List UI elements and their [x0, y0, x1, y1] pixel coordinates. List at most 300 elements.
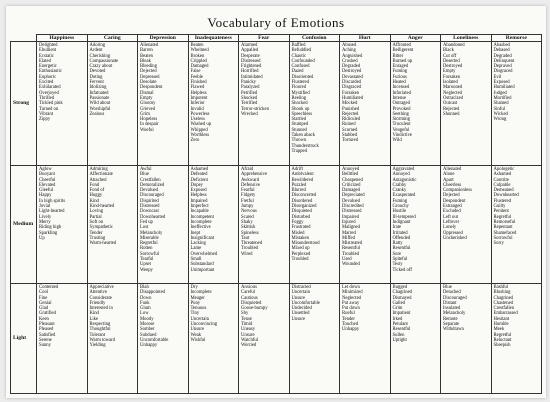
emotion-word: Foggy — [291, 219, 304, 225]
emotion-word: Devalued — [342, 198, 360, 204]
emotion-word: Resentful — [392, 327, 411, 333]
word-list — [443, 167, 489, 241]
emotion-word: Aggravated — [392, 167, 415, 172]
emotion-word: Taut — [241, 235, 250, 241]
emotion-word: Punished — [342, 106, 360, 112]
emotion-word: Disoriented — [291, 74, 314, 80]
emotion-word: Exasperated — [392, 193, 416, 199]
emotion-word: Unsure — [291, 295, 306, 301]
emotion-word: Sore — [392, 251, 402, 257]
emotion-word: Empty — [140, 95, 153, 101]
emotion-word: Zero — [190, 138, 200, 144]
emotion-word: Jumpy — [241, 204, 254, 210]
emotion-word: Shy — [241, 311, 249, 317]
emotion-word: Incomplete — [190, 290, 212, 296]
emotion-word: Bleeding — [140, 64, 157, 70]
emotion-word: Forsaken — [342, 90, 360, 96]
emotion-word: Powerless — [190, 111, 210, 117]
emotion-word: Kind — [89, 311, 99, 317]
emotion-word: Blue — [443, 285, 452, 290]
emotion-word: Uptight — [392, 337, 407, 343]
emotion-word: Devoted — [89, 69, 106, 75]
emotion-word: Uncertain — [291, 290, 310, 296]
emotion-word: Sorrowful — [140, 251, 160, 257]
emotion-word: Hostile — [392, 209, 407, 215]
emotion-word: Dismayed — [392, 295, 412, 301]
emotion-word: Separate — [443, 322, 460, 328]
emotion-word: Insignificant — [190, 235, 215, 241]
emotion-word: Fond — [89, 182, 100, 188]
word-list-cell — [188, 166, 239, 284]
emotion-word: Regretful — [493, 214, 512, 220]
emotion-word: Incapable — [190, 209, 209, 215]
emotion-word: Annoyed — [342, 167, 360, 172]
emotion-word: Disquieted — [241, 300, 262, 306]
emotion-word: Dry — [190, 285, 198, 290]
emotion-word: Incensed — [392, 85, 410, 91]
word-list — [39, 285, 85, 349]
word-list — [140, 285, 186, 349]
emotion-word: Paralyzed — [241, 85, 260, 91]
emotion-word: Goose-bumpy — [241, 306, 268, 312]
emotion-word: Bewildered — [291, 177, 314, 183]
word-list-cell — [188, 284, 239, 394]
emotion-word: Affectionate — [89, 172, 113, 178]
emotion-word: Pleased — [39, 327, 54, 333]
emotion-word: Fuming — [392, 69, 408, 75]
emotion-word: Defeated — [190, 172, 208, 178]
emotion-word: Chagrined — [493, 295, 514, 301]
column-header: Loneliness — [441, 35, 492, 42]
emotion-word: Petulant — [392, 322, 408, 328]
word-list — [191, 43, 237, 144]
word-list-cell — [289, 42, 340, 166]
emotion-word: Lost — [140, 225, 149, 231]
emotion-word: Annoyed — [392, 172, 410, 178]
emotion-word: Trusting — [89, 235, 106, 241]
emotion-word: Tickled pink — [39, 101, 63, 107]
emotion-word: Satisfied — [39, 332, 56, 338]
emotion-word: Ticked off — [392, 267, 412, 273]
emotion-word: Testy — [392, 262, 403, 268]
emotion-word: Dejected — [443, 193, 460, 199]
emotion-word: Put down — [342, 306, 360, 312]
emotion-word: Subdued — [140, 332, 157, 338]
emotion-word: Panicky — [241, 80, 257, 86]
emotion-word: Disorganized — [291, 204, 317, 210]
emotion-word: Destroyed — [443, 64, 463, 70]
emotion-word: Irritated — [392, 230, 408, 236]
emotion-word: Infatuated — [89, 90, 109, 96]
emotion-word: Ashamed — [190, 167, 209, 172]
emotion-word: Tender — [342, 316, 355, 322]
word-list — [443, 285, 489, 333]
emotion-word: Flustered — [493, 198, 511, 204]
emotion-word: Excluded — [443, 209, 461, 215]
emotion-word: Dispirited — [140, 198, 159, 204]
emotion-word: Shamefaced — [493, 230, 517, 236]
emotion-word: Detached — [443, 290, 461, 296]
emotion-word: In despair — [140, 122, 159, 128]
emotion-word: Distressed — [342, 209, 362, 215]
word-list — [292, 43, 338, 154]
emotion-word: Guilty — [493, 204, 506, 210]
emotion-word: False — [190, 69, 201, 75]
emotion-word: Gloomy — [140, 101, 156, 107]
emotion-word: Worshipful — [89, 106, 111, 112]
word-list-cell — [491, 284, 542, 394]
emotion-word: Disconcerted — [291, 193, 317, 199]
emotion-word: Watchful — [241, 337, 259, 343]
emotion-word: Miffed — [342, 235, 355, 241]
emotion-word: Rejected — [342, 111, 359, 117]
emotion-word: Warm-hearted — [89, 241, 117, 247]
emotion-word: Reeling — [291, 95, 307, 101]
emotion-word: Worried — [241, 343, 257, 349]
emotion-word: Impatient — [392, 311, 411, 317]
emotion-word: Happy — [39, 193, 52, 199]
emotion-word: Interested in — [89, 306, 113, 312]
word-list-cell — [289, 284, 340, 394]
emotion-word: Elevated — [39, 182, 56, 188]
emotion-word: Estranged — [443, 204, 462, 210]
emotion-word: Lively — [39, 214, 52, 220]
emotion-word: Like — [89, 316, 99, 322]
word-list-cell — [87, 166, 138, 284]
emotion-word: Mocked — [342, 101, 358, 107]
word-list — [241, 285, 287, 349]
emotion-word: Shocked — [241, 95, 258, 101]
emotion-word: Vibrant — [39, 111, 54, 117]
emotion-word: Vindictive — [392, 133, 413, 139]
emotion-word: Cheerful — [39, 177, 56, 183]
emotion-word: Crushed — [342, 58, 358, 64]
emotion-word: Resentful — [342, 246, 360, 252]
row-level-label: Medium — [11, 166, 37, 284]
word-list-cell — [188, 42, 239, 166]
emotion-word: Grieved — [140, 106, 156, 112]
emotion-word: Furious — [392, 74, 407, 80]
emotion-word: Gleeful — [39, 188, 54, 194]
emotion-word: Hesitant — [493, 316, 510, 322]
emotion-word: Awkward — [241, 177, 260, 183]
emotion-word: Despondent — [140, 85, 163, 91]
emotion-word: In high spirits — [39, 198, 66, 204]
emotion-word: Euphoric — [39, 74, 57, 80]
emotion-word: Glad — [39, 306, 49, 312]
emotion-word: Enthusiastic — [39, 69, 62, 75]
emotion-word: Repentant — [493, 225, 513, 231]
emotion-word: Criticized — [342, 182, 361, 188]
emotion-word: Doting — [89, 74, 103, 80]
emotion-word: Blurred — [291, 188, 306, 194]
emotion-word: Lame — [190, 246, 202, 252]
emotion-word: Ruined — [342, 122, 356, 128]
emotion-word: Embarrassed — [493, 311, 518, 317]
emotion-word: Shook up — [291, 106, 310, 112]
emotion-word: Nervous — [241, 209, 257, 215]
column-header: Fear — [239, 35, 290, 42]
emotion-word: Fond of — [89, 188, 105, 194]
emotion-word: Perplexed — [291, 251, 311, 257]
emotion-word: Humble — [493, 322, 509, 328]
emotion-word: Stabbed — [342, 133, 358, 139]
emotion-word: Distressed — [140, 204, 160, 210]
emotion-word: Discarded — [342, 80, 362, 86]
emotion-word: Disappointed — [140, 290, 165, 296]
emotion-word: Energetic — [39, 64, 57, 70]
word-list — [292, 285, 338, 322]
emotion-word: Undecided — [291, 306, 312, 312]
emotion-word: Miserable — [140, 235, 159, 241]
emotion-word: Sullen — [392, 332, 405, 338]
emotion-word: Wishful — [190, 337, 206, 343]
emotion-word: Impotent — [190, 95, 208, 101]
word-list-cell — [491, 166, 542, 284]
emotion-word: Morose — [140, 322, 155, 328]
emotion-word: Wrecked — [241, 111, 258, 117]
emotion-word: Apologetic — [493, 167, 515, 172]
emotion-word: Exposed — [190, 188, 207, 194]
emotion-word: Troubled — [291, 257, 309, 263]
emotion-word: Exposed — [493, 80, 510, 86]
page-title: Vocabulary of Emotions — [207, 15, 345, 30]
emotion-word: Tender — [89, 230, 103, 236]
emotion-word: Ecstatic — [39, 53, 54, 59]
emotion-word: Provoked — [392, 106, 411, 112]
emotion-word: Wild — [392, 138, 402, 144]
emotion-word: Whelmed — [190, 48, 209, 54]
emotion-word: Sunny — [39, 343, 51, 349]
emotion-word: Fidgety — [241, 193, 256, 199]
emotion-word: Warm toward — [89, 337, 116, 343]
emotion-word: Spineless — [241, 230, 259, 236]
emotion-word: Inept — [190, 230, 201, 236]
emotion-word: Dopey — [190, 182, 203, 188]
corner-cell — [11, 35, 37, 42]
emotion-word: Genial — [39, 300, 52, 306]
emotion-word: Sorry — [493, 241, 504, 247]
emotion-word: Deficient — [190, 177, 208, 183]
emotion-word: Serene — [39, 337, 52, 343]
word-list-cell — [340, 42, 391, 166]
word-list — [90, 43, 136, 117]
emotion-word: Idolizing — [89, 85, 107, 91]
column-header: Inadequateness — [188, 35, 239, 42]
emotion-word: Troubled — [342, 251, 360, 257]
emotion-word: Despondent — [443, 198, 466, 204]
emotion-word: Pleasant — [39, 322, 55, 328]
emotion-word: Regretful — [140, 241, 158, 247]
emotion-word: Barren — [140, 48, 153, 54]
emotion-word: Puny — [190, 300, 201, 306]
emotion-word: Cautious — [241, 295, 258, 301]
emotion-word: Wounded — [342, 262, 360, 268]
emotion-word: Seething — [392, 111, 409, 117]
emotion-word: Culpable — [493, 182, 511, 188]
emotion-word: Cherishing — [89, 53, 111, 59]
emotion-word: Alienated — [443, 167, 462, 172]
emotion-word: Aching — [342, 48, 356, 54]
emotion-word: Apart — [443, 177, 454, 183]
emotion-word: Injured — [342, 219, 356, 225]
emotion-word: Distant — [443, 300, 457, 306]
word-list — [241, 43, 287, 117]
emotion-word: Frustrated — [291, 225, 311, 231]
column-header: Anger — [390, 35, 441, 42]
word-list-cell — [37, 284, 88, 394]
emotion-word: Humiliated — [493, 85, 515, 91]
emotion-word: Minimized — [342, 290, 363, 296]
emotion-word: Terror-stricken — [241, 106, 269, 112]
emotion-word: Disgraced — [493, 69, 513, 75]
emotion-word: Down — [140, 295, 152, 301]
word-list — [39, 167, 85, 241]
emotion-word: Humiliated — [342, 95, 364, 101]
emotion-word: Tiny — [190, 311, 200, 317]
emotion-word: Moody — [140, 316, 154, 322]
emotion-word: Oppressed — [443, 230, 463, 236]
word-list — [494, 285, 540, 349]
emotion-word: Irate — [392, 225, 402, 231]
emotions-table — [10, 34, 542, 394]
emotion-word: Melancholy — [443, 311, 466, 317]
emotion-word: Thrilled — [39, 95, 55, 101]
emotion-word: Stumped — [291, 122, 309, 128]
emotion-word: Discouraged — [140, 193, 164, 199]
emotion-word: Chastened — [493, 300, 514, 306]
table-row — [11, 42, 542, 166]
emotion-word: Unhappy — [140, 343, 158, 349]
emotion-word: Adoring — [89, 43, 106, 48]
emotion-word: Neglected — [342, 295, 361, 301]
emotion-word: Put away — [342, 300, 360, 306]
emotion-word: Black — [443, 48, 454, 54]
emotion-word: Unsure — [190, 327, 205, 333]
emotion-word: Soft on — [89, 219, 104, 225]
word-list — [494, 167, 540, 246]
emotion-word: Appreciative — [89, 285, 114, 290]
emotion-word: Unimportant — [190, 267, 215, 273]
emotion-word: Demeaned — [493, 188, 514, 194]
emotion-word: Disordered — [291, 198, 313, 204]
emotion-word: Devalued — [140, 188, 158, 194]
emotion-word: Overjoyed — [39, 90, 59, 96]
emotion-word: Dejected — [140, 69, 157, 75]
emotion-word: Insulated — [443, 306, 461, 312]
emotion-word: Intimidated — [241, 74, 263, 80]
emotion-word: Debased — [493, 48, 510, 54]
emotion-word: Kind — [89, 198, 99, 204]
emotion-word: Merry — [39, 219, 51, 225]
emotion-word: Excited — [39, 80, 54, 86]
emotion-word: Unsure — [291, 316, 306, 322]
emotion-word: Flawed — [190, 85, 205, 91]
emotion-word: Weepy — [140, 267, 153, 273]
emotion-word: Anguished — [342, 53, 363, 59]
emotion-word: Kind-hearted — [89, 204, 115, 210]
emotion-word: Riding high — [39, 225, 62, 231]
emotion-word: Fed up — [140, 219, 153, 225]
emotion-word: Irked — [392, 316, 403, 322]
word-list-cell — [289, 166, 340, 284]
emotion-word: Blue — [140, 172, 149, 178]
emotion-word: Flustered — [291, 80, 309, 86]
emotion-word: Ill-tempered — [392, 214, 416, 220]
emotion-word: Crestfallen — [493, 306, 515, 312]
word-list — [90, 167, 136, 246]
emotion-word: Skittish — [241, 225, 256, 231]
emotion-word: Cheerless — [443, 182, 462, 188]
word-list-cell — [390, 284, 441, 394]
emotion-word: Fuming — [392, 198, 408, 204]
emotion-word: Bugged — [392, 285, 408, 290]
emotion-word: Destroyed — [342, 69, 362, 75]
emotion-word: Dazed — [291, 69, 304, 75]
emotion-word: Reluctant — [493, 337, 512, 343]
emotion-word: Spiteful — [392, 257, 408, 263]
emotion-word: Helpless — [190, 193, 207, 199]
emotion-word: Distracted — [291, 285, 311, 290]
column-header: Remorse — [491, 35, 542, 42]
word-list — [342, 167, 388, 268]
emotion-word: Sinful — [493, 106, 505, 112]
emotion-word: Tenuous — [190, 306, 207, 312]
emotion-word: Aglow — [39, 167, 52, 172]
word-list-cell — [37, 42, 88, 166]
emotion-word: Gratified — [39, 311, 56, 317]
word-list — [393, 285, 439, 343]
emotion-word: Sorrowful — [493, 235, 513, 241]
emotion-word: Fervent — [89, 80, 104, 86]
emotion-word: Storming — [392, 117, 410, 123]
emotion-word: Ineffective — [190, 225, 211, 231]
table-body — [11, 42, 542, 394]
emotion-word: Jovial — [39, 204, 51, 210]
emotion-word: Loving — [89, 209, 104, 215]
emotion-word: Considerate — [89, 295, 112, 301]
word-list — [90, 285, 136, 349]
emotion-word: Overwhelmed — [190, 251, 218, 257]
word-list-cell — [441, 166, 492, 284]
emotion-word: Fearful — [241, 188, 255, 194]
emotion-word: Ebullient — [39, 48, 57, 54]
emotion-word: Respecting — [89, 322, 111, 328]
word-list — [241, 167, 287, 257]
emotion-word: Unsure — [241, 332, 255, 338]
word-list — [140, 43, 186, 133]
emotion-word: Compassionate — [89, 58, 119, 64]
emotion-word: Blushing — [493, 290, 511, 296]
emotion-word: Used — [342, 257, 352, 263]
emotion-word: Uncherished — [443, 235, 467, 241]
word-list — [191, 285, 237, 343]
emotion-word: Uncertain — [190, 316, 209, 322]
emotion-word: Blah — [140, 285, 149, 290]
emotion-word: Outcast — [443, 101, 458, 107]
emotion-word: Unconvincing — [190, 322, 218, 328]
word-list-cell — [239, 42, 290, 166]
word-list — [39, 43, 85, 122]
emotion-word: Confounded — [291, 58, 315, 64]
emotion-word: Thunderstruck — [291, 143, 319, 149]
table-row — [11, 166, 542, 284]
row-level-label: Strong — [11, 42, 37, 166]
emotion-word: Exhilarated — [39, 85, 61, 91]
word-list-cell — [340, 284, 391, 394]
emotion-word: Mortified — [493, 95, 512, 101]
emotion-word: Finished — [190, 80, 207, 86]
